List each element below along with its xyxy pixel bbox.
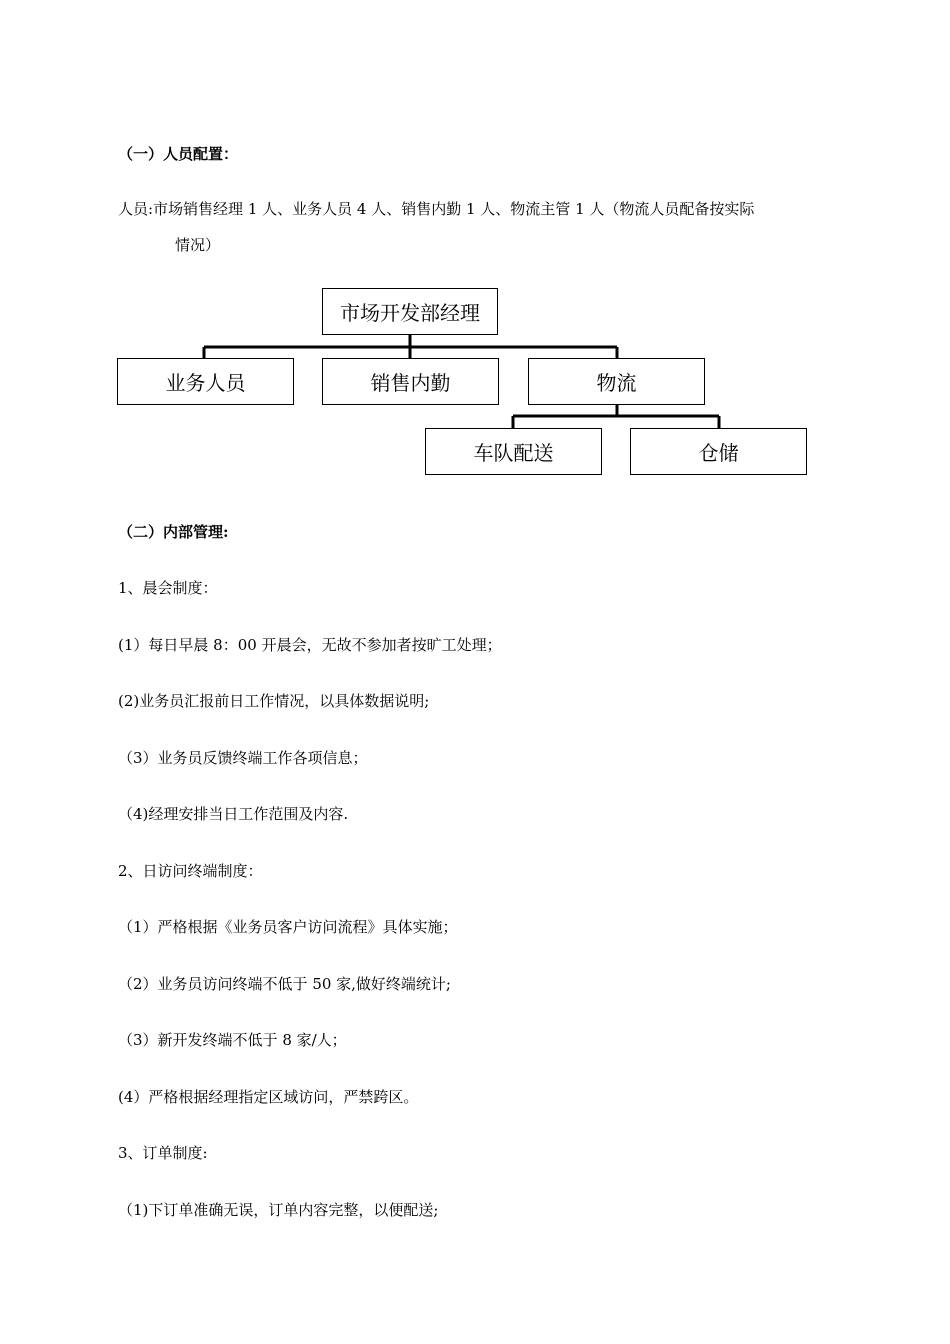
list-item: (1）每日早晨 8：00 开晨会，无故不参加者按旷工处理； bbox=[118, 636, 502, 654]
list-item: （3）业务员反馈终端工作各项信息； bbox=[118, 749, 368, 767]
list-item: 3、订单制度: bbox=[118, 1144, 208, 1162]
section2-heading: （二）内部管理: bbox=[118, 523, 229, 541]
list-item: （2）业务员访问终端不低于 50 家,做好终端统计; bbox=[118, 975, 451, 993]
list-item: 1、晨会制度： bbox=[118, 579, 218, 597]
list-item: （3）新开发终端不低于 8 家/人； bbox=[118, 1031, 347, 1049]
staff-line-1: 人员:市场销售经理 1 人、业务人员 4 人、销售内勤 1 人、物流主管 1 人（物流人员配备按实际 bbox=[118, 200, 755, 218]
section1-heading: （一）人员配置： bbox=[118, 145, 239, 163]
org-node-logistics: 物流 bbox=[528, 358, 705, 405]
list-item: 2、日访问终端制度： bbox=[118, 862, 263, 880]
org-chart-connectors bbox=[0, 0, 950, 500]
org-node-manager: 市场开发部经理 bbox=[322, 288, 498, 335]
list-item: (2)业务员汇报前日工作情况，以具体数据说明; bbox=[118, 692, 430, 710]
list-item: （1）严格根据《业务员客户访问流程》具体实施； bbox=[118, 918, 458, 936]
org-node-sales-staff: 业务人员 bbox=[117, 358, 294, 405]
list-item: （4)经理安排当日工作范围及内容. bbox=[118, 805, 349, 823]
list-item: (4）严格根据经理指定区域访问，严禁跨区。 bbox=[118, 1088, 419, 1106]
org-node-sales-admin: 销售内勤 bbox=[322, 358, 499, 405]
list-item: （1)下订单准确无误，订单内容完整，以便配送; bbox=[118, 1201, 439, 1219]
org-node-fleet-delivery: 车队配送 bbox=[425, 428, 602, 475]
staff-line-2: 情况） bbox=[175, 236, 221, 254]
org-node-warehouse: 仓储 bbox=[630, 428, 807, 475]
